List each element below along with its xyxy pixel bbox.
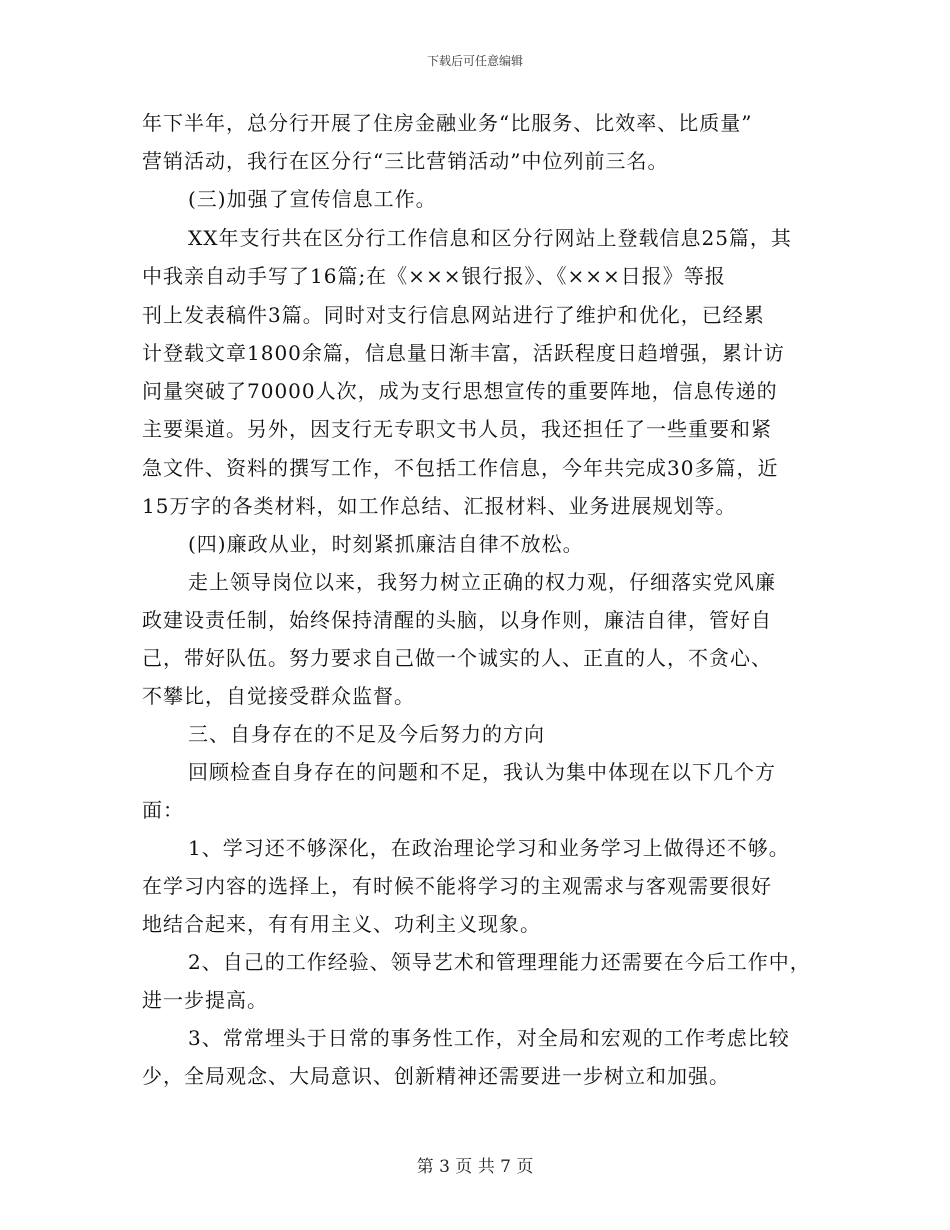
text-line: 在学习内容的选择上，有时候不能将学习的主观需求与客观需要很好 <box>142 874 772 898</box>
text-line: 少，全局观念、大局意识、创新精神还需要进一步树立和加强。 <box>142 1064 730 1088</box>
text-line: 15万字的各类材料，如工作总结、汇报材料、业务进展规划等。 <box>142 494 737 518</box>
text-line: 走上领导岗位以来，我努力树立正确的权力观，仔细落实党风廉 <box>188 570 776 594</box>
section-heading: (四)廉政从业，时刻紧抓廉洁自律不放松。 <box>188 532 584 556</box>
text-line: 3、常常埋头于日常的事务性工作，对全局和宏观的工作考虑比较 <box>188 1026 790 1050</box>
text-line: 政建设责任制，始终保持清醒的头脑，以身作则，廉洁自律，管好自 <box>142 608 772 632</box>
text-line: 中我亲自动手写了16篇;在《×××银行报》、《×××日报》等报 <box>142 264 726 288</box>
text-line: 1、学习还不够深化，在政治理论学习和业务学习上做得还不够。 <box>188 836 790 860</box>
section-heading: (三)加强了宣传信息工作。 <box>188 187 437 211</box>
text-line: XX年支行共在区分行工作信息和区分行网站上登载信息25篇，其 <box>188 226 792 250</box>
section-heading: 三、自身存在的不足及今后努力的方向 <box>188 722 545 746</box>
page-footer: 第 3 页 共 7 页 <box>416 1157 534 1177</box>
text-line: 营销活动，我行在区分行“三比营销活动”中位列前三名。 <box>142 149 669 173</box>
text-line: 计登载文章1800余篇，信息量日渐丰富，活跃程度日趋增强，累计访 <box>142 341 785 365</box>
text-line: 刊上发表稿件3篇。同时对支行信息网站进行了维护和优化，已经累 <box>142 303 765 327</box>
text-line: 进一步提高。 <box>142 988 268 1012</box>
text-line: 问量突破了70000人次，成为支行思想宣传的重要阵地，信息传递的 <box>142 379 778 403</box>
text-line: 面： <box>142 798 184 822</box>
text-line: 己，带好队伍。努力要求自己做一个诚实的人、正直的人，不贪心、 <box>142 646 772 670</box>
text-line: 急文件、资料的撰写工作，不包括工作信息，今年共完成30多篇，近 <box>142 456 779 480</box>
text-line: 地结合起来，有有用主义、功利主义现象。 <box>142 912 541 936</box>
text-line: 回顾检查自身存在的问题和不足，我认为集中体现在以下几个方 <box>188 760 776 784</box>
page-header: 下载后可任意编辑 <box>426 54 523 68</box>
text-line: 主要渠道。另外，因支行无专职文书人员，我还担任了一些重要和紧 <box>142 417 772 441</box>
text-line: 不攀比，自觉接受群众监督。 <box>142 684 415 708</box>
text-line: 2、自己的工作经验、领导艺术和管理理能力还需要在今后工作中， <box>188 950 811 974</box>
text-line: 年下半年，总分行开展了住房金融业务“比服务、比效率、比质量” <box>142 111 753 135</box>
